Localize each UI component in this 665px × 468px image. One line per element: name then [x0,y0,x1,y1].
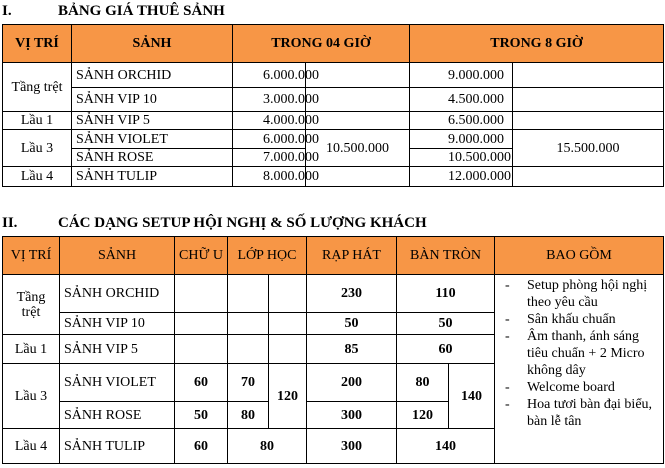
floor-cell: Tầng trệt [3,275,60,335]
hall-cell: SẢNH VIP 5 [60,335,175,364]
combo-4h-empty [306,88,410,112]
list-item: - Sân khấu chuẩn [505,311,659,328]
header-hall: SẢNH [60,237,175,275]
section-2-number: II. [2,215,18,231]
floor-cell: Lầu 4 [3,429,60,464]
header-8h: TRONG 8 GIỜ [410,25,664,63]
section-1-number: I. [2,3,12,19]
hall-cell: SẢNH ORCHID [60,275,175,313]
classroom-combo-empty [269,275,307,313]
list-item: - Setup phòng hội nghị theo yêu cầu [505,277,659,311]
hall-cell: SẢNH ORCHID [72,63,233,88]
price-8h-cell: 9.000.000 [410,130,513,149]
combo-8h-empty [513,167,664,187]
classroom-combo-empty [269,313,307,335]
price-table-header [3,25,664,63]
price-8h-cell: 12.000.000 [410,167,513,187]
price-8h-cell: 9.000.000 [410,63,513,88]
u-cell: 60 [175,429,228,464]
section-2-heading [2,215,427,232]
round-cell: 60 [397,335,495,364]
hall-cell: SẢNH VIOLET [72,130,233,149]
table-row [3,130,664,149]
hall-cell: SẢNH VIP 10 [72,88,233,112]
header-position: VỊ TRÍ [3,237,60,275]
price-8h-cell: 6.500.000 [410,112,513,130]
price-4h-cell: 7.000.000 [233,149,306,167]
round-cell: 50 [397,313,495,335]
table-row [3,88,664,112]
table-row [3,63,664,88]
header-u-shape: CHỮ U [175,237,228,275]
round-cell: 110 [397,275,495,313]
theater-cell: 50 [307,313,397,335]
floor-cell: Tầng trệt [3,63,72,112]
section-1-heading [2,3,225,20]
round-cell: 120 [397,402,449,429]
classroom-empty [228,275,269,313]
floor-cell: Lầu 1 [3,112,72,130]
header-hall: SẢNH [72,25,233,63]
includes-list [499,277,659,430]
classroom-combo-empty [269,335,307,364]
theater-cell: 300 [307,429,397,464]
header-4h: TRONG 04 GIỜ [233,25,410,63]
combo-4h-empty [306,167,410,187]
section-1-title: BẢNG GIÁ THUÊ SẢNH [58,3,225,19]
list-item: - Hoa tươi bàn đại biểu, bàn lễ tân [505,396,659,430]
hall-cell: SẢNH ROSE [60,402,175,429]
hall-cell: SẢNH TULIP [60,429,175,464]
hall-cell: SẢNH VIOLET [60,364,175,402]
u-empty [175,275,228,313]
theater-cell: 85 [307,335,397,364]
header-position: VỊ TRÍ [3,25,72,63]
u-cell: 60 [175,364,228,402]
list-item: - Welcome board [505,379,659,396]
classroom-empty [228,335,269,364]
price-4h-cell: 4.000.000 [233,112,306,130]
u-empty [175,313,228,335]
classroom-cell: 80 [228,402,269,429]
price-8h-cell: 10.500.000 [410,149,513,167]
u-cell: 50 [175,402,228,429]
header-classroom: LỚP HỌC [228,237,307,275]
classroom-cell: 70 [228,364,269,402]
price-4h-cell: 6.000.000 [233,63,306,88]
u-empty [175,335,228,364]
round-cell: 140 [397,429,495,464]
combo-8h-empty [513,112,664,130]
includes-cell [495,275,664,464]
price-4h-cell: 8.000.000 [233,167,306,187]
section-2-title: CÁC DẠNG SETUP HỘI NGHỊ & SỐ LƯỢNG KHÁCH [58,215,427,231]
header-includes: BAO GỒM [495,237,664,275]
setup-table-header [3,237,664,275]
floor-cell: Lầu 3 [3,364,60,429]
setup-table [2,236,664,464]
combo-4h-empty [306,63,410,88]
table-row [3,167,664,187]
combo-8h-empty [513,63,664,88]
header-theater: RẠP HÁT [307,237,397,275]
header-round-table: BÀN TRÒN [397,237,495,275]
price-8h-cell: 4.500.000 [410,88,513,112]
table-row [3,275,664,313]
floor-cell: Lầu 4 [3,167,72,187]
hall-cell: SẢNH VIP 5 [72,112,233,130]
classroom-cell: 80 [228,429,307,464]
hall-cell: SẢNH TULIP [72,167,233,187]
list-item: - Âm thanh, ánh sáng tiêu chuẩn + 2 Micro không dây [505,328,659,379]
round-combo-cell: 140 [449,364,495,429]
table-row [3,112,664,130]
theater-cell: 300 [307,402,397,429]
combo-8h-empty [513,88,664,112]
theater-cell: 200 [307,364,397,402]
round-cell: 80 [397,364,449,402]
price-4h-cell: 3.000.000 [233,88,306,112]
floor-cell: Lầu 1 [3,335,60,364]
combo-4h-empty [306,112,410,130]
classroom-combo-cell: 120 [269,364,307,429]
combo-8h-cell: 15.500.000 [513,130,664,167]
combo-4h-cell: 10.500.000 [306,130,410,167]
classroom-empty [228,313,269,335]
price-4h-cell: 6.000.000 [233,130,306,149]
price-table [2,24,664,187]
theater-cell: 230 [307,275,397,313]
hall-cell: SẢNH ROSE [72,149,233,167]
floor-cell: Lầu 3 [3,130,72,167]
hall-cell: SẢNH VIP 10 [60,313,175,335]
